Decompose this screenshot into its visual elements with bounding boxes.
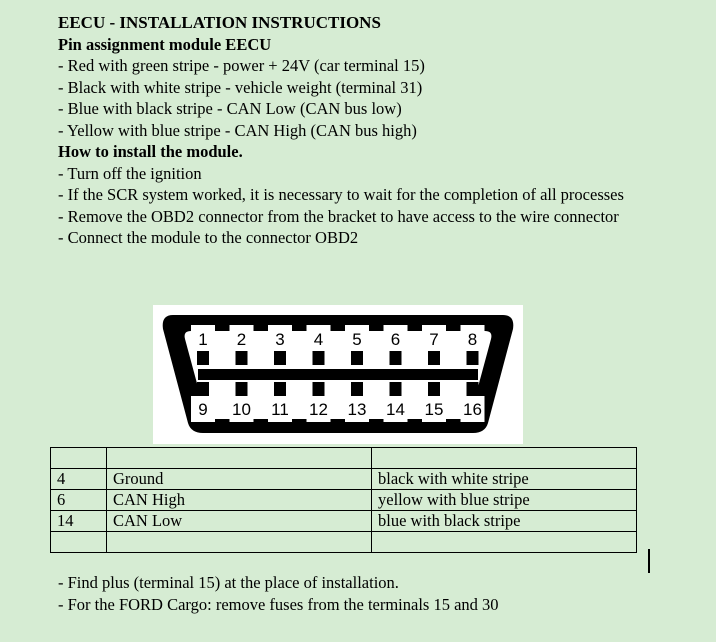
pin-line: - Yellow with blue stripe - CAN High (CAN bus high) xyxy=(58,120,417,140)
pin-number: 11 xyxy=(271,400,289,419)
pin-number: 16 xyxy=(463,400,482,419)
pin-contact xyxy=(351,382,363,396)
pin-number: 15 xyxy=(424,400,444,419)
signal-cell xyxy=(107,532,372,553)
pin-number: 14 xyxy=(386,400,405,419)
pin-number: 8 xyxy=(467,330,478,349)
pin-line: - Blue with black stripe - CAN Low (CAN bus low) xyxy=(58,99,402,118)
pin-number: 7 xyxy=(429,330,439,349)
instructions-text xyxy=(58,12,698,249)
pin-table xyxy=(50,447,637,553)
pin-contact xyxy=(428,351,440,365)
wire-color-cell xyxy=(372,448,637,469)
table-row xyxy=(51,532,637,553)
pin-number: 3 xyxy=(275,330,285,349)
pin-contact xyxy=(274,351,286,365)
pin-contact xyxy=(390,351,402,365)
bottom-step: - For the FORD Cargo: remove fuses from the terminals 15 and 30 xyxy=(58,594,499,614)
pin-contact xyxy=(390,382,402,396)
install-step: - If the SCR system worked, it is necessary to wait for the completion of all processes xyxy=(58,185,624,204)
pin-number: 12 xyxy=(309,400,328,419)
pin-assignment-heading: Pin assignment module EECU xyxy=(58,34,272,54)
pin-contact xyxy=(428,382,440,396)
pin-contact xyxy=(236,382,248,396)
pin-line: - Black with white stripe - vehicle weight (terminal 31) xyxy=(58,77,423,97)
pin-line: - Red with green stripe - power + 24V (car terminal 15) xyxy=(58,56,425,75)
pin-contact xyxy=(467,351,479,365)
signal-cell: Ground xyxy=(107,469,372,490)
pin-number: 10 xyxy=(232,400,251,419)
bottom-instructions xyxy=(58,572,499,615)
connector-divider xyxy=(198,369,478,380)
text-cursor xyxy=(648,549,650,573)
obd2-connector-svg xyxy=(153,305,523,444)
document-title: EECU - INSTALLATION INSTRUCTIONS xyxy=(58,13,381,32)
wire-color-cell xyxy=(372,532,637,553)
pin-cell xyxy=(51,532,107,553)
table-row xyxy=(51,448,637,469)
wire-color-cell: black with white stripe xyxy=(372,469,637,490)
pin-number: 6 xyxy=(390,330,401,349)
pin-number: 2 xyxy=(236,330,247,349)
pin-number: 1 xyxy=(198,330,208,349)
bottom-step: - Find plus (terminal 15) at the place of installation. xyxy=(58,573,399,592)
pin-number: 4 xyxy=(313,330,324,349)
pin-contact xyxy=(467,382,479,396)
wire-color-cell: blue with black stripe xyxy=(372,511,637,532)
signal-cell xyxy=(107,448,372,469)
signal-cell: CAN Low xyxy=(107,511,372,532)
install-heading: How to install the module. xyxy=(58,142,243,161)
pin-contact xyxy=(313,382,325,396)
pin-contact xyxy=(313,351,325,365)
signal-cell: CAN High xyxy=(107,490,372,511)
table-row xyxy=(51,511,637,532)
pin-cell: 6 xyxy=(51,490,107,511)
pin-cell: 4 xyxy=(51,469,107,490)
pin-number: 13 xyxy=(347,400,367,419)
pin-contact xyxy=(236,351,248,365)
install-step: - Remove the OBD2 connector from the bracket to have access to the wire connector xyxy=(58,206,619,226)
pin-contact xyxy=(197,351,209,365)
wire-color-cell: yellow with blue stripe xyxy=(372,490,637,511)
install-step: - Connect the module to the connector OBD2 xyxy=(58,228,359,247)
pin-contact xyxy=(351,351,363,365)
table-row xyxy=(51,469,637,490)
install-step: - Turn off the ignition xyxy=(58,163,202,183)
table-row xyxy=(51,490,637,511)
pin-number: 9 xyxy=(198,400,208,419)
obd2-connector-diagram xyxy=(153,305,523,444)
pin-contact xyxy=(197,382,209,396)
pin-number: 5 xyxy=(352,330,362,349)
pin-contact xyxy=(274,382,286,396)
pin-cell xyxy=(51,448,107,469)
pin-cell: 14 xyxy=(51,511,107,532)
